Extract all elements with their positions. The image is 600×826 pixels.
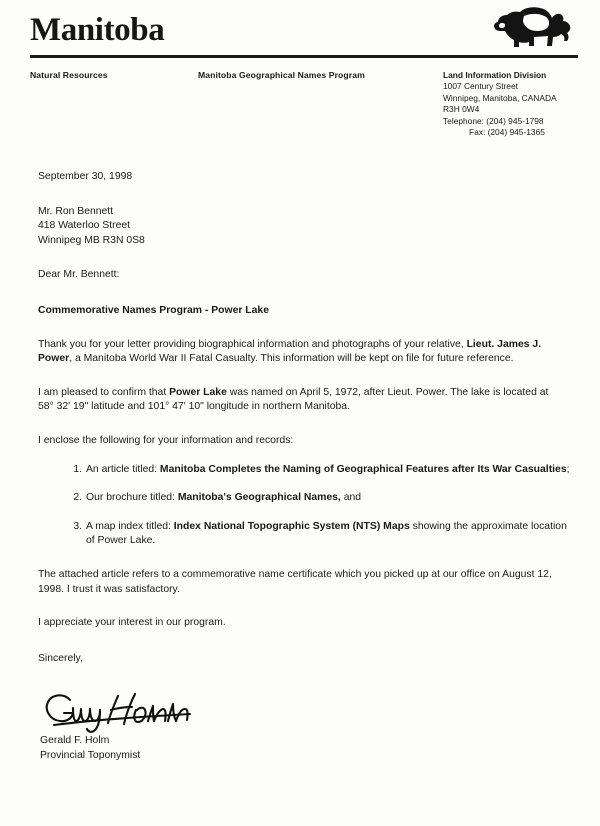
handwritten-signature-icon (40, 688, 200, 734)
address-postal-code: R3H 0W4 (443, 104, 480, 115)
letter-date: September 30, 1998 (38, 171, 133, 182)
list-item-title: Manitoba's Geographical Names, (177, 492, 341, 504)
recipient-city: Winnipeg MB R3N 0S8 (38, 234, 145, 246)
list-item-tail: showing the approximate location of Power Lake. (86, 520, 567, 547)
manitoba-wordmark: Manitoba (30, 12, 165, 48)
signer-name: Gerald F. Holm (40, 735, 110, 747)
program-label: Manitoba Geographical Names Program (198, 70, 365, 80)
list-item-title: Manitoba Completes the Naming of Geographical Features after Its War Casualties (159, 463, 567, 475)
paragraph-2 (38, 386, 566, 415)
list-item-number: 2. (73, 492, 82, 504)
paragraph-3: The attached article refers to a commemorative name certificate which you picked up at our office on August 12, 1998. I trust it was satisfactory. (38, 568, 552, 595)
list-item-lead: A map index titled: (86, 520, 174, 532)
header-rule (30, 55, 578, 58)
enclosure-list (38, 463, 578, 549)
fax-number: Fax: (204) 945-1365 (469, 127, 545, 138)
office-address (443, 70, 557, 138)
address-street: 1007 Century Street (443, 81, 518, 92)
signature-block (38, 676, 578, 768)
telephone-number: Telephone: (204) 945-1798 (443, 115, 544, 126)
recipient-street: 418 Waterloo Street (38, 220, 131, 232)
list-item-number: 3. (73, 520, 82, 532)
letterhead (0, 0, 600, 62)
closing-line: Sincerely, (38, 652, 83, 664)
paragraph-1-bold-name: Lieut. James J. Power (38, 338, 542, 365)
list-item (68, 463, 578, 478)
signer-title: Provincial Toponymist (40, 749, 141, 761)
recipient-address (38, 205, 578, 249)
salutation: Dear Mr. Bennett: (38, 269, 120, 281)
bison-icon (490, 2, 576, 52)
address-city: Winnipeg, Manitoba, CANADA (443, 92, 557, 103)
signer-info (40, 734, 140, 763)
list-item-number: 1. (73, 463, 82, 475)
paragraph-4: I appreciate your interest in our program. (38, 617, 226, 629)
subject-line: Commemorative Names Program - Power Lake (38, 304, 269, 316)
list-item-lead: Our brochure titled: (86, 492, 178, 504)
list-item-title: Index National Topographic System (NTS) Maps (173, 520, 410, 532)
recipient-name: Mr. Ron Bennett (38, 205, 114, 217)
paragraph-2-part-a: I am pleased to confirm that (38, 386, 170, 398)
list-item-tail: ; (566, 463, 570, 475)
division-name: Land Information Division (443, 70, 547, 80)
paragraph-1 (38, 338, 566, 367)
paragraph-2-bold-lake: Power Lake (169, 386, 227, 398)
enclosure-intro: I enclose the following for your information and records: (38, 434, 294, 446)
department-label: Natural Resources (30, 70, 108, 80)
header-info (0, 62, 600, 148)
list-item (68, 491, 578, 506)
list-item-tail: and (340, 492, 362, 504)
paragraph-1-part-b: , a Manitoba World War II Fatal Casualty. This information will be kept on file for future reference. (69, 353, 514, 365)
paragraph-2-part-b: was named on April 5, 1972, after Lieut. Power. The lake is located at 58° 32' 19" latitude and 101° 47' 10" longitude in northern Manitoba. (38, 386, 549, 413)
letter-body (0, 170, 600, 768)
list-item (68, 520, 578, 549)
list-item-lead: An article titled: (86, 463, 160, 475)
paragraph-1-part-a: Thank you for your letter providing biographical information and photographs of your relative, (38, 338, 464, 350)
